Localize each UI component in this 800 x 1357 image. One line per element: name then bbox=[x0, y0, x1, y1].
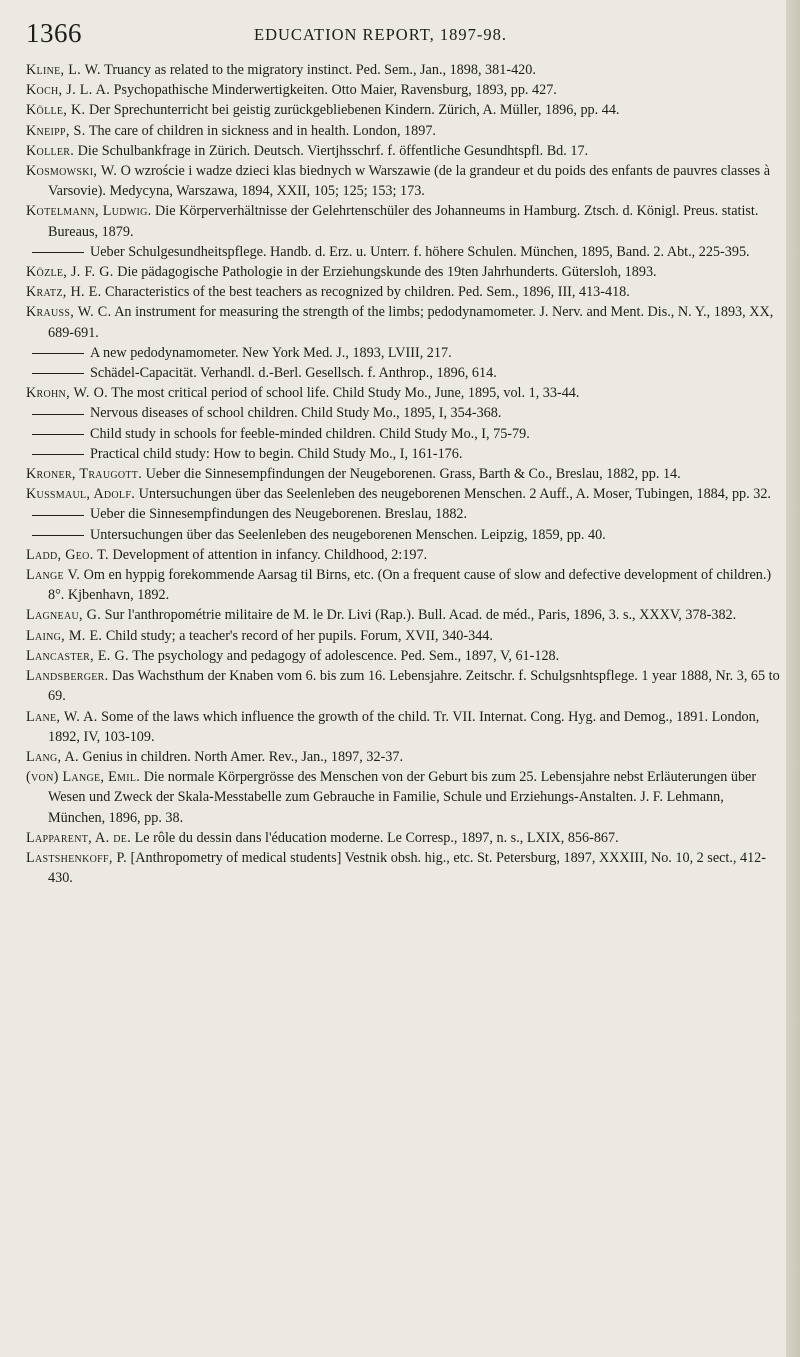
bibliography-entry bbox=[26, 201, 784, 241]
entry-text: Characteristics of the best teachers as recognized by children. Ped. Sem., 1896, III, 413-418. bbox=[105, 284, 630, 301]
bibliography-entry bbox=[26, 565, 784, 605]
ditto-rule bbox=[32, 535, 84, 536]
bibliography-entry bbox=[26, 666, 784, 706]
entry-author: Lang, A. bbox=[26, 748, 79, 765]
entry-text: Child study; a teacher's record of her pupils. Forum, XVII, 340-344. bbox=[105, 627, 493, 644]
ditto-rule bbox=[32, 515, 84, 516]
bibliography-entry bbox=[26, 525, 784, 545]
bibliography-entry bbox=[26, 747, 784, 767]
entry-author: Kline, L. W. bbox=[26, 62, 101, 78]
bibliography-entry bbox=[26, 504, 784, 524]
entry-author: Krauss, W. C. bbox=[26, 304, 112, 321]
bibliography-entry bbox=[26, 444, 784, 464]
entry-author: Lange V. bbox=[26, 567, 81, 584]
entry-text: Om en hyppig forekommende Aarsag til Birns, etc. (On a frequent cause of slow and defective development of children.) 8°. Kjbenhavn, 1892. bbox=[48, 567, 772, 604]
ditto-rule bbox=[32, 252, 84, 253]
bibliography-entry bbox=[26, 767, 784, 828]
bibliography-entry bbox=[26, 646, 784, 666]
ditto-rule bbox=[32, 414, 84, 415]
entry-text: Genius in children. North Amer. Rev., Jan., 1897, 32-37. bbox=[82, 748, 404, 765]
entry-author: Kotelmann, Ludwig. bbox=[26, 203, 152, 220]
entry-text: Untersuchungen über das Seelenleben des neugeborenen Menschen. 2 Auff., A. Moser, Tubingen, 1884, pp. 32. bbox=[138, 486, 771, 503]
entry-text: Der Sprechunterricht bei geistig zurückgebliebenen Kindern. Zürich, A. Müller, 1896, pp. 44. bbox=[88, 102, 620, 119]
bibliography-entry bbox=[26, 60, 784, 80]
entry-text: Ueber Schulgesundheitspflege. Handb. d. Erz. u. Unterr. f. höhere Schulen. München, 1895, Band. 2. Abt., 225-395. bbox=[90, 243, 750, 260]
entry-author: Lancaster, E. G. bbox=[26, 647, 129, 664]
entry-text: Sur l'anthropométrie militaire de M. le Dr. Livi (Rap.). Bull. Acad. de méd., Paris, 1896, 3. s., XXXV, 378-382. bbox=[104, 607, 737, 624]
entry-text: Practical child study: How to begin. Child Study Mo., I, 161-176. bbox=[90, 445, 463, 462]
entry-text: Some of the laws which influence the growth of the child. Tr. VII. Internat. Cong. Hyg. and Demog., 1891. London, 1892, IV, 103-109. bbox=[48, 708, 760, 745]
bibliography-entry bbox=[26, 464, 784, 484]
entry-text: Psychopathische Minderwertigkeiten. Otto Maier, Ravensburg, 1893, pp. 427. bbox=[113, 82, 557, 99]
ditto-rule bbox=[32, 454, 84, 455]
entry-author: Kussmaul, Adolf. bbox=[26, 486, 136, 503]
entry-author: Kroner, Traugott. bbox=[26, 466, 143, 483]
entry-author: Landsberger. bbox=[26, 668, 109, 685]
entry-author: Koch, J. L. A. bbox=[26, 82, 111, 99]
running-head: EDUCATION REPORT, 1897-98. bbox=[254, 25, 507, 44]
bibliography-entry bbox=[26, 363, 784, 383]
entry-text: Untersuchungen über das Seelenleben des neugeborenen Menschen. Leipzig, 1859, pp. 40. bbox=[90, 526, 606, 543]
ditto-rule bbox=[32, 373, 84, 374]
entry-author: Ladd, Geo. T. bbox=[26, 546, 109, 563]
page-header bbox=[26, 18, 786, 54]
entry-text: An instrument for measuring the strength of the limbs; pedodynamometer. J. Nerv. and Ment. Dis., N. Y., 1893, XX, 689-691. bbox=[48, 304, 774, 341]
entry-text: Nervous diseases of school children. Child Study Mo., 1895, I, 354-368. bbox=[90, 405, 502, 422]
bibliography-entry bbox=[26, 121, 784, 141]
bibliography-entry bbox=[26, 484, 784, 504]
bibliography-list bbox=[26, 60, 784, 888]
bibliography-entry bbox=[26, 282, 784, 302]
bibliography-entry bbox=[26, 626, 784, 646]
entry-text: Die normale Körpergrösse des Menschen von der Geburt bis zum 25. Lebensjahre nebst Erläuterungen über Wesen und Zweck der Skala-Messtabelle zum Gebrauche in Familie, Schule und Erziehungs-Anstalten. J. F. Lehmann, München, 1896, pp. 38. bbox=[48, 769, 757, 826]
bibliography-entry bbox=[26, 80, 784, 100]
entry-text: A new pedodynamometer. New York Med. J., 1893, LVIII, 217. bbox=[90, 344, 452, 361]
bibliography-entry bbox=[26, 828, 784, 848]
bibliography-entry bbox=[26, 848, 784, 888]
bibliography-entry bbox=[26, 242, 784, 262]
page-edge bbox=[786, 0, 800, 1357]
entry-text: [Anthropometry of medical students] Vestnik obsh. hig., etc. St. Petersburg, 1897, XXXIII, No. 10, 2 sect., 412-430. bbox=[48, 849, 767, 887]
entry-text: Child study in schools for feeble-minded children. Child Study Mo., I, 75-79. bbox=[90, 425, 530, 442]
bibliography-entry bbox=[26, 343, 784, 363]
entry-text: Die Körperverhältnisse der Gelehrtenschüler des Johanneums in Hamburg. Ztsch. d. Königl. Preus. statist. Bureaus, 1879. bbox=[48, 203, 759, 240]
bibliography-entry bbox=[26, 262, 784, 282]
bibliography-entry bbox=[26, 545, 784, 565]
entry-author: Laing, M. E. bbox=[26, 627, 103, 644]
entry-text: O wzroście i wadze dzieci klas biednych w Warszawie (de la grandeur et du poids des enfants de pauvres classes à Varsovie). Medycyna, Warszawa, 1894, XXII, 105; 125; 153; 173. bbox=[48, 163, 771, 200]
bibliography-entry bbox=[26, 424, 784, 444]
entry-author: Kneipp, S. bbox=[26, 122, 86, 139]
bibliography-entry bbox=[26, 100, 784, 120]
bibliography-entry bbox=[26, 383, 784, 403]
bibliography-entry bbox=[26, 605, 784, 625]
entry-author: Lagneau, G. bbox=[26, 607, 102, 624]
entry-text: Le rôle du dessin dans l'éducation moderne. Le Corresp., 1897, n. s., LXIX, 856-867. bbox=[134, 829, 619, 846]
entry-author: Koller. bbox=[26, 142, 75, 159]
bibliography-entry bbox=[26, 302, 784, 342]
entry-text: The psychology and pedagogy of adolescence. Ped. Sem., 1897, V, 61-128. bbox=[132, 647, 560, 664]
entry-author: Kratz, H. E. bbox=[26, 284, 102, 301]
entry-text: Die Schulbankfrage in Zürich. Deutsch. Viertjhsschrf. f. öffentliche Gesundhtspfl. Bd. 17. bbox=[77, 142, 589, 159]
entry-author: Kölle, K. bbox=[26, 102, 86, 119]
entry-author: (von) Lange, Emil. bbox=[26, 769, 141, 786]
entry-text: The care of children in sickness and in health. London, 1897. bbox=[88, 122, 436, 139]
bibliography-entry bbox=[26, 403, 784, 423]
entry-author: Lane, W. A. bbox=[26, 708, 98, 725]
entry-text: Development of attention in infancy. Childhood, 2:197. bbox=[112, 546, 428, 563]
entry-text: Ueber die Sinnesempfindungen des Neugeborenen. Breslau, 1882. bbox=[90, 506, 468, 523]
bibliography-entry bbox=[26, 141, 784, 161]
entry-text: Truancy as related to the migratory instinct. Ped. Sem., Jan., 1898, 381-420. bbox=[104, 62, 536, 78]
entry-author: Kosmowski, W. bbox=[26, 163, 118, 180]
entry-text: The most critical period of school life. Child Study Mo., June, 1895, vol. 1, 33-44. bbox=[111, 385, 580, 402]
entry-text: Schädel-Capacität. Verhandl. d.-Berl. Gesellsch. f. Anthrop., 1896, 614. bbox=[90, 365, 497, 382]
ditto-rule bbox=[32, 353, 84, 354]
entry-author: Lapparent, A. de. bbox=[26, 829, 132, 846]
entry-author: Közle, J. F. G. bbox=[26, 264, 114, 281]
bibliography-entry bbox=[26, 707, 784, 747]
bibliography-entry bbox=[26, 161, 784, 201]
entry-text: Ueber die Sinnesempfindungen der Neugeborenen. Grass, Barth & Co., Breslau, 1882, pp. 14. bbox=[145, 466, 681, 483]
entry-text: Das Wachsthum der Knaben vom 6. bis zum 16. Lebensjahre. Zeitschr. f. Schulgsnhtspflege. 1 year 1888, Nr. 3, 65 to 69. bbox=[48, 668, 780, 705]
entry-author: Krohn, W. O. bbox=[26, 385, 108, 402]
entry-text: Die pädagogische Pathologie in der Erziehungskunde des 19ten Jahrhunderts. Gütersloh, 1893. bbox=[117, 264, 657, 281]
page-number: 1366 bbox=[26, 18, 82, 48]
ditto-rule bbox=[32, 434, 84, 435]
entry-author: Lastshenkoff, P. bbox=[26, 849, 127, 866]
